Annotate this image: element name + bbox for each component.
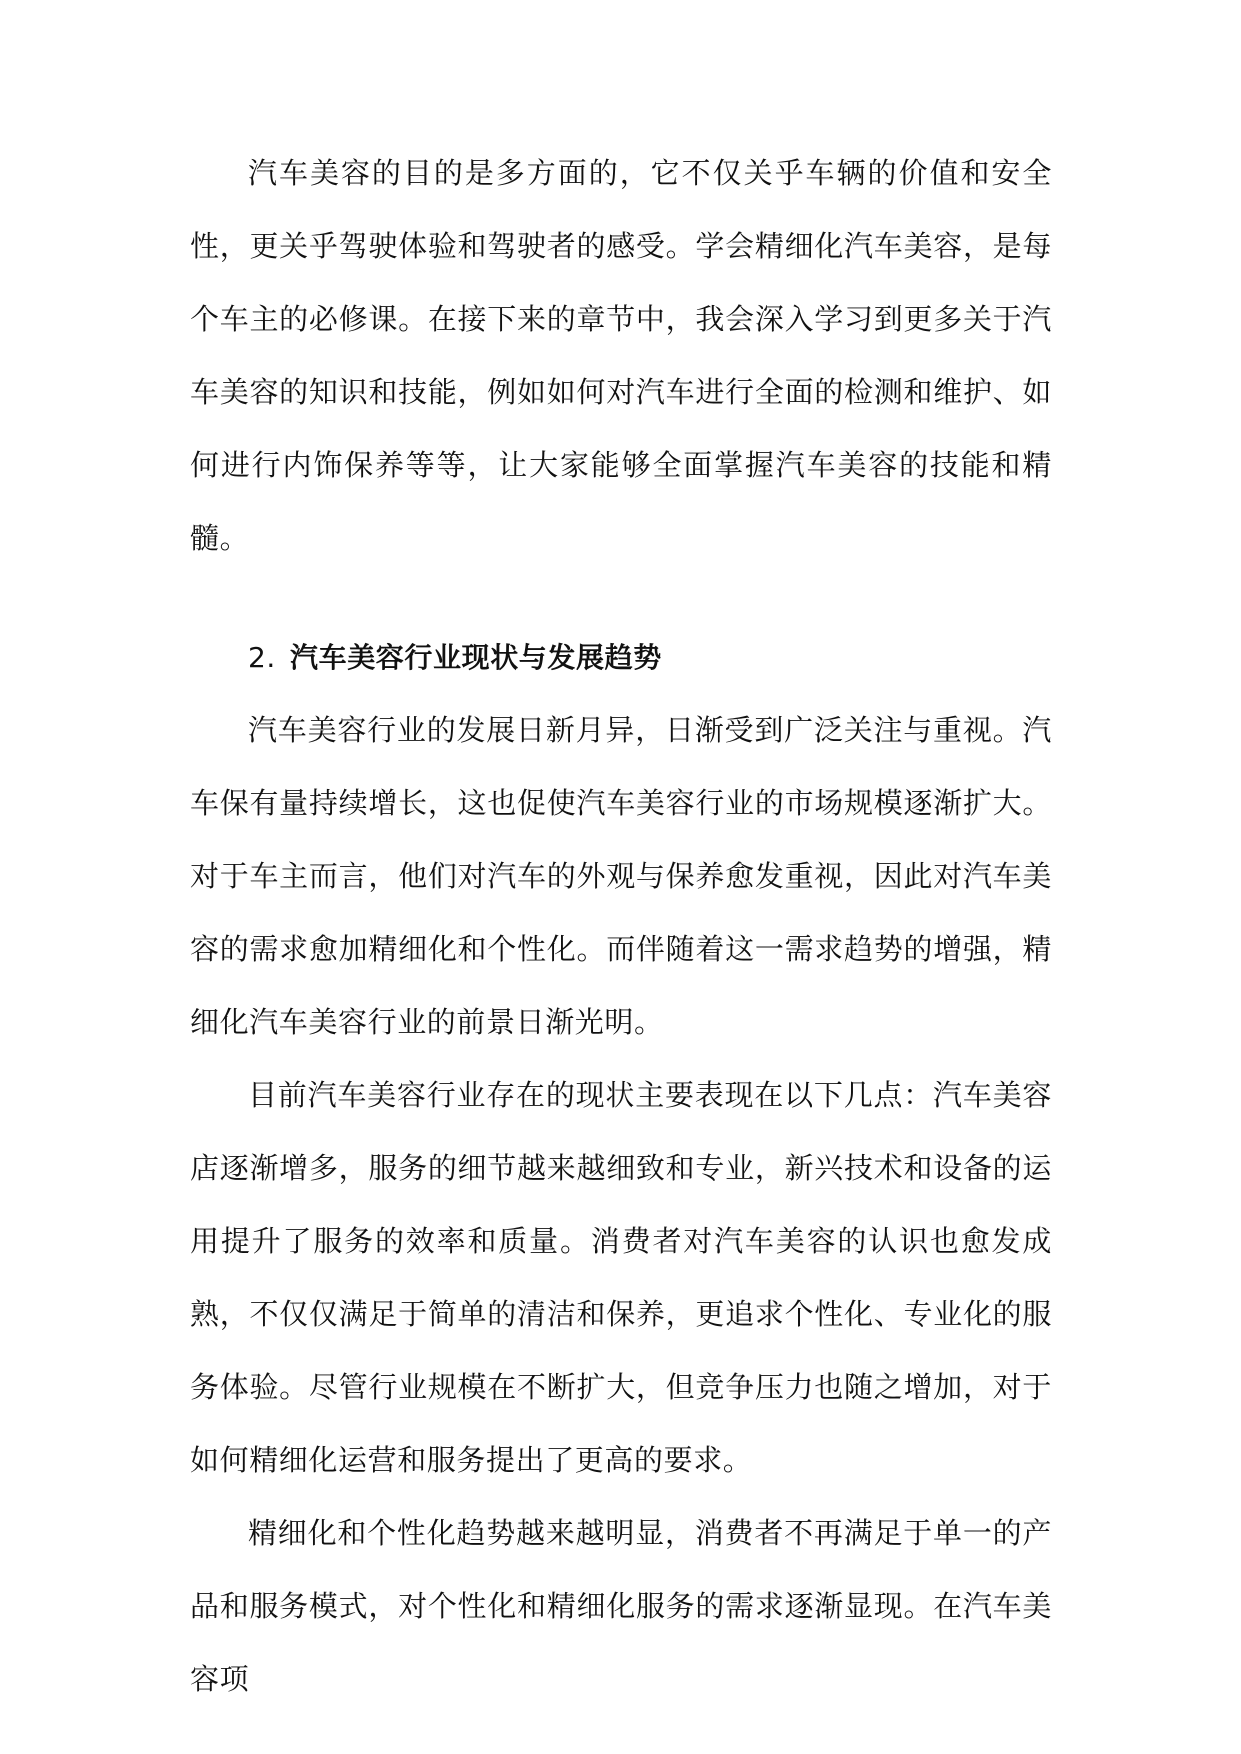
paragraph-personalization-trend: 精细化和个性化趋势越来越明显，消费者不再满足于单一的产品和服务模式，对个性化和精细化服务的需求逐渐显现。在汽车美容项	[190, 1516, 1052, 1696]
section-title: 汽车美容行业现状与发展趋势	[290, 641, 662, 674]
section-number: 2.	[248, 641, 276, 674]
section-spacer	[190, 575, 1052, 621]
paragraph-industry-development: 汽车美容行业的发展日新月异，日渐受到广泛关注与重视。汽车保有量持续增长，这也促使汽车美容行业的市场规模逐渐扩大。对于车主而言，他们对汽车的外观与保养愈发重视，因此对汽车美容的需求愈加精细化和个性化。而伴随着这一需求趋势的增强，精细化汽车美容行业的前景日渐光明。	[190, 713, 1052, 1039]
section-heading	[190, 621, 1052, 694]
paragraph-industry-status: 目前汽车美容行业存在的现状主要表现在以下几点：汽车美容店逐渐增多，服务的细节越来越细致和专业，新兴技术和设备的运用提升了服务的效率和质量。消费者对汽车美容的认识也愈发成熟，不仅仅满足于简单的清洁和保养，更追求个性化、专业化的服务体验。尽管行业规模在不断扩大，但竞争压力也随之增加，对于如何精细化运营和服务提出了更高的要求。	[190, 1078, 1052, 1477]
document-body	[190, 137, 1052, 1716]
paragraph-intro-purpose: 汽车美容的目的是多方面的，它不仅关乎车辆的价值和安全性，更关乎驾驶体验和驾驶者的感受。学会精细化汽车美容，是每个车主的必修课。在接下来的章节中，我会深入学习到更多关于汽车美容的知识和技能，例如如何对汽车进行全面的检测和维护、如何进行内饰保养等等，让大家能够全面掌握汽车美容的技能和精髓。	[190, 156, 1052, 555]
